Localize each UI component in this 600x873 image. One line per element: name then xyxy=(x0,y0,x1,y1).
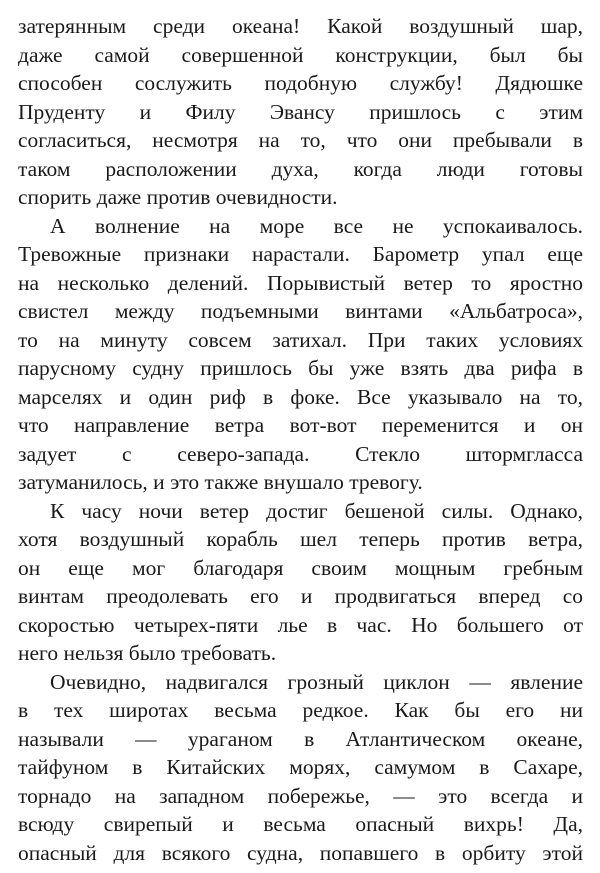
paragraph xyxy=(18,668,583,868)
text-line: него нельзя было требовать. xyxy=(18,641,277,665)
text-line: согласиться, несмотря на то, что они пребывали в xyxy=(18,128,583,152)
text-line: затуманилось, и это также внушало тревогу. xyxy=(18,470,423,494)
text-line: он еще мог благодаря своим мощным гребным xyxy=(18,555,583,580)
paragraph xyxy=(18,212,583,497)
text-line: то на минуту совсем затихал. При таких условиях xyxy=(18,327,583,352)
text-line: называли — ураганом в Атлантическом океане, xyxy=(18,726,583,751)
text-line: свистел между подъемными винтами «Альбатроса», xyxy=(18,299,583,323)
text-line: винтам преодолевать его и продвигаться вперед со xyxy=(18,584,583,608)
text-line: в тех широтах весьма редкое. Как бы его ни xyxy=(18,698,583,722)
text-line: скоростью четырех-пяти лье в час. Но большего от xyxy=(18,612,583,637)
text-line: Очевидно, надвигался грозный циклон — явление xyxy=(50,669,583,694)
text-line: К часу ночи ветер достиг бешеной силы. Однако, xyxy=(50,498,583,523)
text-line: Пруденту и Филу Эвансу пришлось с этим xyxy=(18,99,583,124)
text-line: всюду свирепый и весьма опасный вихрь! Да, xyxy=(18,812,583,836)
text-line: спорить даже против очевидности. xyxy=(18,185,338,209)
paragraph xyxy=(18,12,583,212)
text-line: таком расположении духа, когда люди готовы xyxy=(18,156,583,181)
paragraph xyxy=(18,497,583,668)
text-line: способен сослужить подобную службу! Дядюшке xyxy=(18,71,583,95)
text-line: задует с северо-запада. Стекло штормгласса xyxy=(18,441,583,466)
text-line: парусному судну пришлось бы уже взять два рифа в xyxy=(18,356,583,380)
text-line: А волнение на море все не успокаивалось. xyxy=(50,213,583,238)
text-line: тайфуном в Китайских морях, самумом в Сахаре, xyxy=(18,755,583,779)
text-line: Тревожные признаки нарастали. Барометр упал еще xyxy=(18,242,583,266)
text-line: затерянным среди океана! Какой воздушный шар, xyxy=(18,14,583,38)
text-line: марселях и один риф в фоке. Все указывало на то, xyxy=(18,384,583,409)
text-line: торнадо на западном побережье, — это всегда и xyxy=(18,783,583,808)
text-line: опасный для всякого судна, попавшего в орбиту этой xyxy=(18,840,583,865)
text-line: даже самой совершенной конструкции, был бы xyxy=(18,42,583,67)
text-line: что направление ветра вот-вот переменится и он xyxy=(18,413,583,437)
text-line: хотя воздушный корабль шел теперь против ветра, xyxy=(18,527,583,551)
text-line: на несколько делений. Порывистый ветер то яростно xyxy=(18,270,583,295)
document-page xyxy=(18,12,583,867)
